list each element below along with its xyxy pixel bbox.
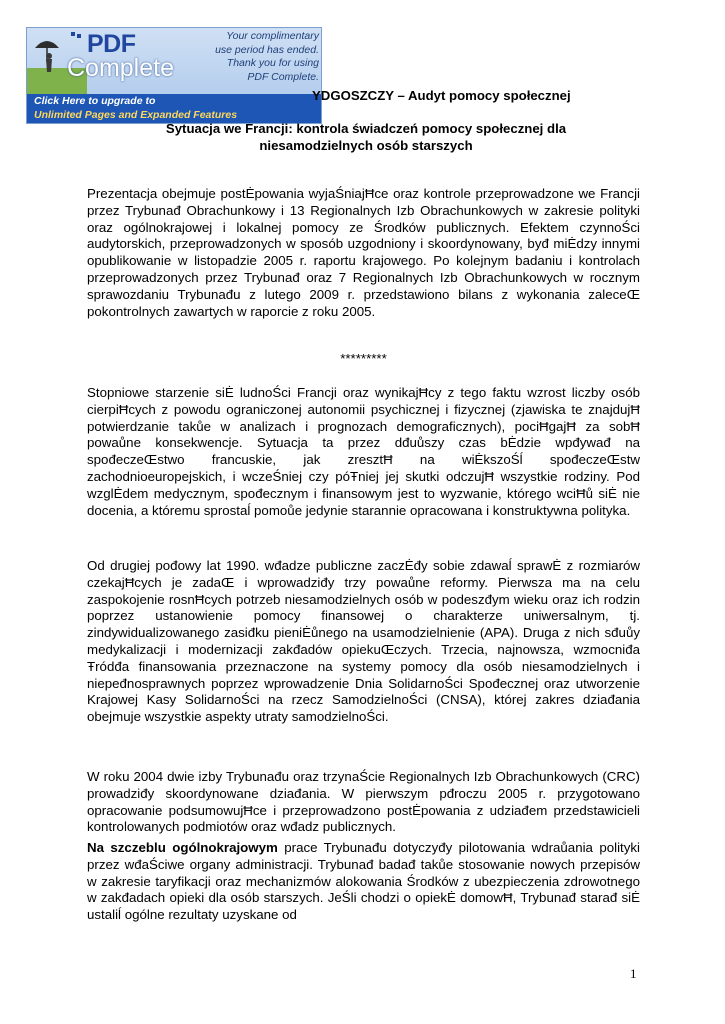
paragraph-national-level	[87, 840, 640, 924]
trial-message-line: use period has ended.	[215, 43, 319, 56]
logo-pdf-text: PDF	[87, 30, 136, 58]
national-level-text: prace Trybunađu dotyczyđy pilotowania wdraůania polityki przez wđaŚciwe organy administracji. Trybunađ badađ takůe stosowanie nowych przepisów w zakresie taryfikacji oraz mechanizmów alokowania Środków z ubezpieczenia zdrowotnego w zakđadach opieki dla osób starszych. JeŚli chodzi o opiekĖ domowĦ, Trybunađ starađ siĖ ustaliĺ ogólne rezultaty uzyskane od	[87, 840, 640, 923]
pdf-complete-logo	[27, 28, 174, 94]
national-level-lead: Na szczeblu ogólnokrajowym	[87, 840, 278, 855]
paragraph-intro: Prezentacja obejmuje postĖpowania wyjaŚniajĦce oraz kontrole przeprowadzone we Francji przez Trybunađ Obrachunkowy i 13 Regionalnych Izb Obrachunkowych w zakresie polityki oraz ogólnokrajowej i lokalnej pomocy ze Środków publicznych. Efektem czynnoŚci audytorskich, przeprowadzonych w sposób uzgodniony i skoordynowany, byđ miĖdzy innymi opublikowanie w listopadzie 2005 r. raportu krajowego. Po kolejnym badaniu i kontrolach przeprowadzonych przez Trybunađ oraz 7 Regionalnych Izb Obrachunkowych w rocznym sprawozdaniu Trybunađu z lutego 2009 r. przedstawiono bilans z wykonania zaleceŒ pokontrolnych zawartych w raporcie z roku 2005.	[87, 186, 640, 319]
page-number: 1	[630, 966, 637, 981]
document-title: YDGOSZCZY – Audyt pomocy społecznej	[312, 88, 571, 103]
section-separator: *********	[340, 351, 387, 366]
paragraph-audit-2004: W roku 2004 dwie izby Trybunađu oraz trzynaŚcie Regionalnych Izb Obrachunkowych (CRC) prowadziđy skoordynowane dziađania. W pierwszym pđroczu 2005 r. przygotowano opracowanie podsumowujĦce i przeprowadzono postĖpowania z udziađem przedstawicieli kontrolowanych podmiotów oraz wđadz publicznych.	[87, 769, 640, 835]
pdf-complete-banner[interactable]	[26, 27, 322, 124]
paragraph-reforms: Od drugiej pođowy lat 1990. wđadze publiczne zaczĖđy sobie zdawaĺ sprawĖ z rozmiarów czekajĦcych je zadaŒ i wprowadziđy trzy powaůne reformy. Pierwsza ma na celu zaspokojenie rosnĦcych potrzeb niesamodzielnych osób w podeszđym wieku oraz ich rodzin poprzez ustanowienie pomocy finansowej o charakterze uniwersalnym, tj. zindywidualizowanego zasiđku pieniĖůnego na usamodzielnienie (APA). Druga z nich sđuůy medykalizacji i modernizacji zakđadów opiekuŒczych. Trzecia, najnowsza, wzmocniđa Ŧródđa finansowania przeznaczone na systemy pomocy dla osób niesamodzielnych i niepeđnosprawnych poprzez wprowadzenie Dnia SolidarnoŚci Spođecznej oraz utworzenie Krajowej Kasy SolidarnoŚci na rzecz SamodzielnoŚci (CNSA), której zakres dziađania obejmuje wszystkie aspekty utraty samodzielnoŚci.	[87, 558, 640, 725]
logo-complete-text: Complete	[67, 54, 174, 82]
upgrade-link-line2[interactable]: Unlimited Pages and Expanded Features	[34, 109, 238, 121]
trial-message-line: Your complimentary	[226, 30, 319, 42]
trial-message-line: Thank you for using	[226, 57, 319, 69]
document-subtitle-line2: niesamodzielnych osób starszych	[259, 138, 473, 153]
upgrade-link-line1[interactable]: Click Here to upgrade to	[34, 95, 156, 107]
trial-message	[173, 30, 319, 84]
document-subtitle-line1: Sytuacja we Francji: kontrola świadczeń pomocy społecznej dla	[165, 121, 567, 136]
upgrade-link[interactable]	[27, 94, 321, 123]
trial-message-line: PDF Complete.	[247, 70, 319, 83]
paragraph-demographics: Stopniowe starzenie siĖ ludnoŚci Francji oraz wynikajĦcy z tego faktu wzrost liczby osób cierpiĦcych z powodu ograniczonej autonomii psychicznej i fizycznej (zjawiska te znajdujĦ potwierdzanie takůe w analizach i prognozach demograficznych), pociĦgajĦ za sobĦ powaůne konsekwencje. Sytuacja ta przez dđuůszy czas bĖdzie wpđywađ na spođeczeŒstwo francuskie, jak zresztĦ na wiĖkszoŚĺ spođeczeŒstw zachodnioeuropejskich, i wczeŚniej czy póŦniej jej skutki odczujĦ wszystkie rodziny. Pod wzglĖdem medycznym, spođecznym i finansowym jest to wyzwanie, którego wciĦů siĖ nie docenia, a któremu sprostaĺ pomoůe jedynie starannie opracowana i konstruktywna polityka.	[87, 385, 640, 518]
